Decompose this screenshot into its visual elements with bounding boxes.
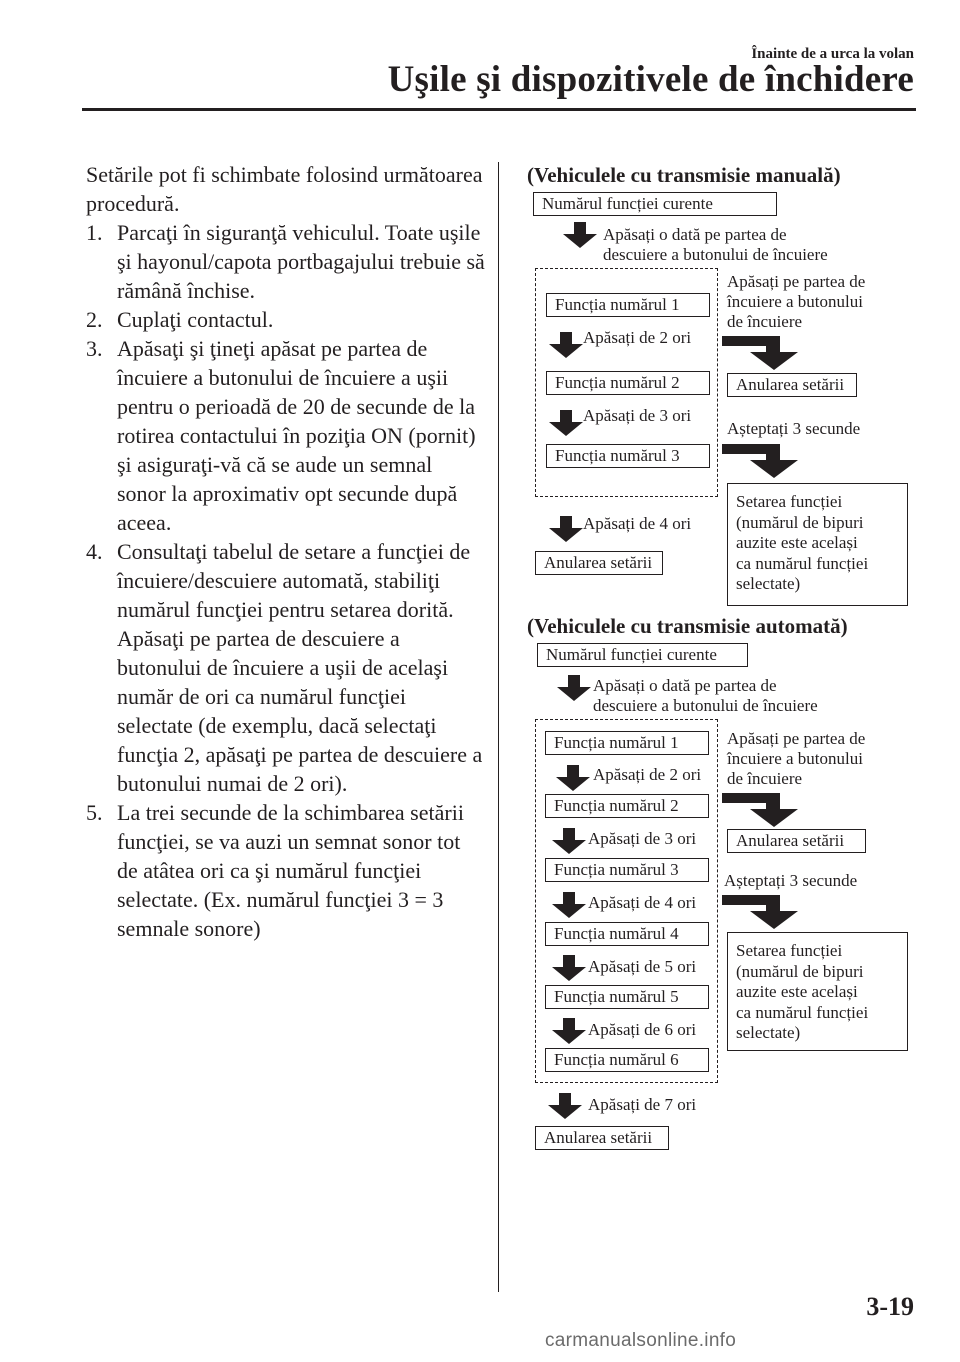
automatic-press-4-label: Apăsați de 4 ori [588, 893, 697, 912]
manual-press-once-line2: descuiere a butonului de încuiere [603, 245, 828, 264]
manual-result-line: ca numărul funcției [736, 553, 869, 573]
automatic-function-1-box: Funcția numărul 1 [545, 731, 709, 755]
manual-section-title: (Vehiculele cu transmisie manuală) [527, 163, 841, 187]
automatic-result-line: auzite este același [736, 982, 858, 1001]
arrow-down-icon [556, 765, 590, 791]
step-number: 4. [86, 539, 103, 564]
arrow-down-icon [557, 675, 591, 701]
manual-function-1-box: Funcția numărul 1 [546, 293, 710, 317]
step-item [86, 334, 486, 537]
page-number: 3-19 [866, 1292, 914, 1321]
automatic-result-line: Setarea funcției [736, 941, 843, 960]
automatic-current-function-box: Numărul funcției curente [537, 643, 748, 667]
automatic-result-box [727, 932, 908, 1051]
automatic-press-6-label: Apăsați de 6 ori [588, 1020, 697, 1039]
manual-press-2-label: Apăsați de 2 ori [583, 328, 692, 347]
bent-arrow-icon [722, 442, 802, 478]
manual-result-line: Setarea funcției [736, 492, 843, 511]
automatic-lock-press-line1: Apăsați pe partea de [727, 729, 866, 748]
automatic-press-3-label: Apăsați de 3 ori [588, 829, 697, 848]
step-item [86, 305, 486, 334]
step-item [86, 798, 486, 943]
procedure-steps [86, 218, 486, 943]
arrow-down-icon [552, 1018, 586, 1044]
manual-cancel-right-box: Anularea setării [727, 373, 857, 397]
step-item [86, 218, 486, 305]
automatic-function-4-box: Funcția numărul 4 [545, 922, 709, 946]
automatic-function-2-box: Funcția numărul 2 [545, 794, 709, 818]
manual-press-3-label: Apăsați de 3 ori [583, 406, 692, 425]
arrow-down-icon [549, 332, 583, 358]
manual-press-once-line1: Apăsați o dată pe partea de [603, 225, 787, 244]
manual-result-box [727, 483, 908, 606]
header-section: Înainte de a urca la volan [751, 46, 914, 62]
arrow-down-icon [549, 516, 583, 542]
automatic-press-7-label: Apăsați de 7 ori [588, 1095, 697, 1114]
manual-lock-press-line1: Apăsați pe partea de [727, 272, 866, 291]
automatic-lock-press-line3: de încuiere [727, 769, 803, 788]
step-number: 2. [86, 307, 103, 332]
arrow-down-icon [549, 410, 583, 436]
step-text: Cuplaţi contactul. [117, 307, 274, 332]
automatic-cancel-box: Anularea setării [535, 1126, 669, 1150]
manual-press-4-label: Apăsați de 4 ori [583, 514, 692, 533]
bent-arrow-icon [722, 791, 802, 827]
automatic-section-title: (Vehiculele cu transmisie automată) [527, 614, 848, 638]
manual-lock-press-line2: încuiere a butonului [727, 292, 863, 311]
step-text: La trei secunde de la schimbarea setării funcţiei, se va auzi un semnat sonor tot de atâtea ori ca şi numărul funcţiei selectate. (Ex. numărul funcţiei 3 = 3 semnale sonore) [117, 800, 464, 941]
arrow-down-icon [552, 955, 586, 981]
bent-arrow-icon [722, 893, 802, 929]
automatic-lock-press-line2: încuiere a butonului [727, 749, 863, 768]
manual-cancel-box: Anularea setării [535, 551, 663, 575]
bent-arrow-icon [722, 334, 802, 370]
automatic-press-2-label: Apăsați de 2 ori [593, 765, 702, 784]
intro-text: Setările pot fi schimbate folosind următoarea procedură. [86, 162, 483, 216]
step-number: 3. [86, 336, 103, 361]
arrow-down-icon [548, 1093, 582, 1119]
automatic-result-line: selectate) [736, 1023, 801, 1042]
column-divider [498, 162, 499, 1292]
manual-lock-press-line3: de încuiere [727, 312, 803, 331]
arrow-down-icon [552, 892, 586, 918]
automatic-function-5-box: Funcția numărul 5 [545, 985, 709, 1009]
step-number: 5. [86, 800, 103, 825]
arrow-down-icon [563, 222, 597, 248]
header-rule [82, 108, 916, 111]
manual-result-line: (numărul de bipuri [736, 512, 864, 532]
automatic-press-once-line2: descuiere a butonului de încuiere [593, 696, 818, 715]
step-item [86, 537, 486, 798]
page-title: Uşile şi dispozitivele de închidere [387, 59, 914, 100]
watermark-text: carmanualsonline.info [545, 1330, 737, 1351]
automatic-press-5-label: Apăsați de 5 ori [588, 957, 697, 976]
manual-current-function-box: Numărul funcției curente [533, 192, 777, 216]
automatic-cancel-right-box: Anularea setării [727, 829, 866, 853]
step-number: 1. [86, 220, 103, 245]
manual-function-2-box: Funcția numărul 2 [546, 371, 710, 395]
arrow-down-icon [552, 828, 586, 854]
step-text: Consultaţi tabelul de setare a funcţiei de încuiere/descuiere automată, stabiliţi numărul funcţiei pentru setarea dorită. Apăsaţi pe partea de descuiere a butonului de încuiere a uşii de acelaşi număr de ori ca numărul funcţiei selectate (de exemplu, dacă selectaţi funcţia 2, apăsaţi pe partea de descuiere a butonului numai de 2 ori). [117, 539, 483, 796]
automatic-function-6-box: Funcția numărul 6 [545, 1048, 709, 1072]
automatic-result-line: ca numărul funcției [736, 1002, 869, 1022]
manual-result-line: selectate) [736, 574, 801, 593]
automatic-result-line: (numărul de bipuri [736, 961, 864, 981]
manual-function-3-box: Funcția numărul 3 [546, 444, 710, 468]
step-text: Apăsaţi şi ţineţi apăsat pe partea de încuiere a butonului de încuiere a uşii pentru o perioadă de 20 de secunde de la rotirea contactului în poziţia ON (pornit) şi asiguraţi-vă că se aude un semnal sonor la aproximativ opt secunde după aceea. [117, 336, 476, 535]
manual-result-line: auzite este același [736, 533, 858, 552]
step-text: Parcaţi în siguranţă vehiculul. Toate uşile şi hayonul/capota portbagajului trebuie să rămână închise. [117, 220, 485, 303]
automatic-function-3-box: Funcția numărul 3 [545, 858, 709, 882]
automatic-wait-label: Așteptați 3 secunde [724, 871, 858, 890]
automatic-press-once-line1: Apăsați o dată pe partea de [593, 676, 777, 695]
manual-wait-label: Așteptați 3 secunde [727, 419, 861, 438]
